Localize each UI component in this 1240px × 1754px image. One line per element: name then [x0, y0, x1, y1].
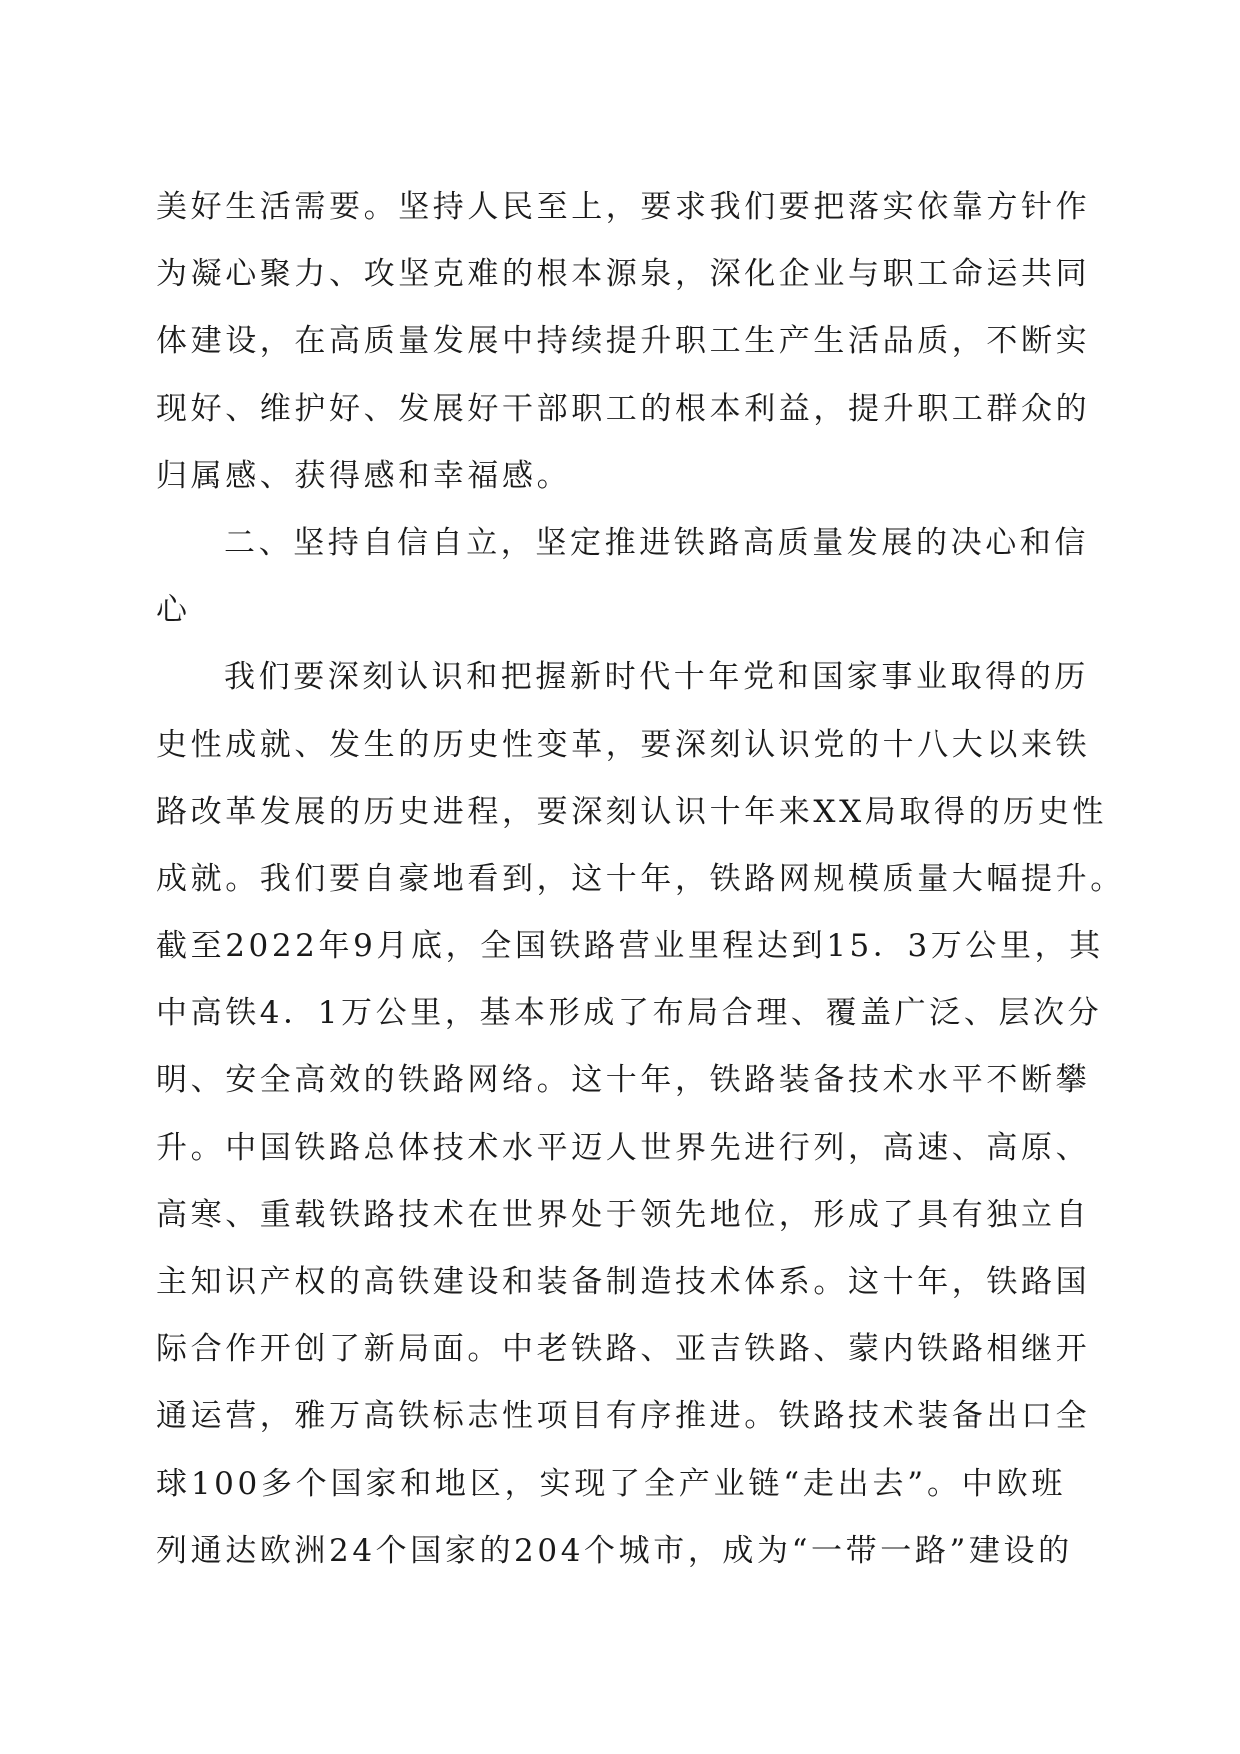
paragraph-line: 史性成就、发生的历史性变革，要深刻认识党的十八大以来铁: [156, 726, 1091, 763]
paragraph-line: 通运营，雅万高铁标志性项目有序推进。铁路技术装备出口全: [156, 1398, 1091, 1435]
paragraph-line: 中高铁4．1万公里，基本形成了布局合理、覆盖广泛、层次分: [156, 995, 1103, 1032]
paragraph-line: 列通达欧洲24个国家的204个城市，成为“一带一路”建设的: [156, 1532, 1073, 1569]
section-heading: 二、坚持自信自立，坚定推进铁路高质量发展的决心和信: [224, 524, 1089, 561]
paragraph-line: 成就。我们要自豪地看到，这十年，铁路网规模质量大幅提升。: [156, 860, 1125, 897]
paragraph-line: 明、安全高效的铁路网络。这十年，铁路装备技术水平不断攀: [156, 1062, 1091, 1099]
paragraph-line: 球100多个国家和地区，实现了全产业链“走出去”。中欧班: [156, 1465, 1066, 1502]
paragraph-line: 截至2022年9月底，全国铁路营业里程达到15．3万公里，其: [156, 928, 1104, 965]
paragraph-line: 美好生活需要。坚持人民至上，要求我们要把落实依靠方针作: [156, 189, 1091, 225]
paragraph-line: 高寒、重载铁路技术在世界处于领先地位，形成了具有独立自: [156, 1196, 1091, 1233]
paragraph-line: 为凝心聚力、攻坚克难的根本源泉，深化企业与职工命运共同: [156, 256, 1091, 293]
document-body: [156, 182, 1125, 1593]
section-heading: 心: [156, 592, 191, 629]
paragraph-line: 归属感、获得感和幸福感。: [156, 457, 572, 494]
paragraph-line: 现好、维护好、发展好干部职工的根本利益，提升职工群众的: [156, 390, 1091, 427]
paragraph-line: 路改革发展的历史进程，要深刻认识十年来XX局取得的历史性: [156, 793, 1107, 830]
paragraph-line: 升。中国铁路总体技术水平迈人世界先进行列，高速、高原、: [156, 1129, 1091, 1166]
paragraph-line: 主知识产权的高铁建设和装备制造技术体系。这十年，铁路国: [156, 1264, 1091, 1300]
paragraph-line: 际合作开创了新局面。中老铁路、亚吉铁路、蒙内铁路相继开: [156, 1331, 1091, 1368]
paragraph-line: 体建设，在高质量发展中持续提升职工生产生活品质，不断实: [156, 323, 1091, 360]
paragraph-line: 我们要深刻认识和把握新时代十年党和国家事业取得的历: [224, 659, 1089, 696]
